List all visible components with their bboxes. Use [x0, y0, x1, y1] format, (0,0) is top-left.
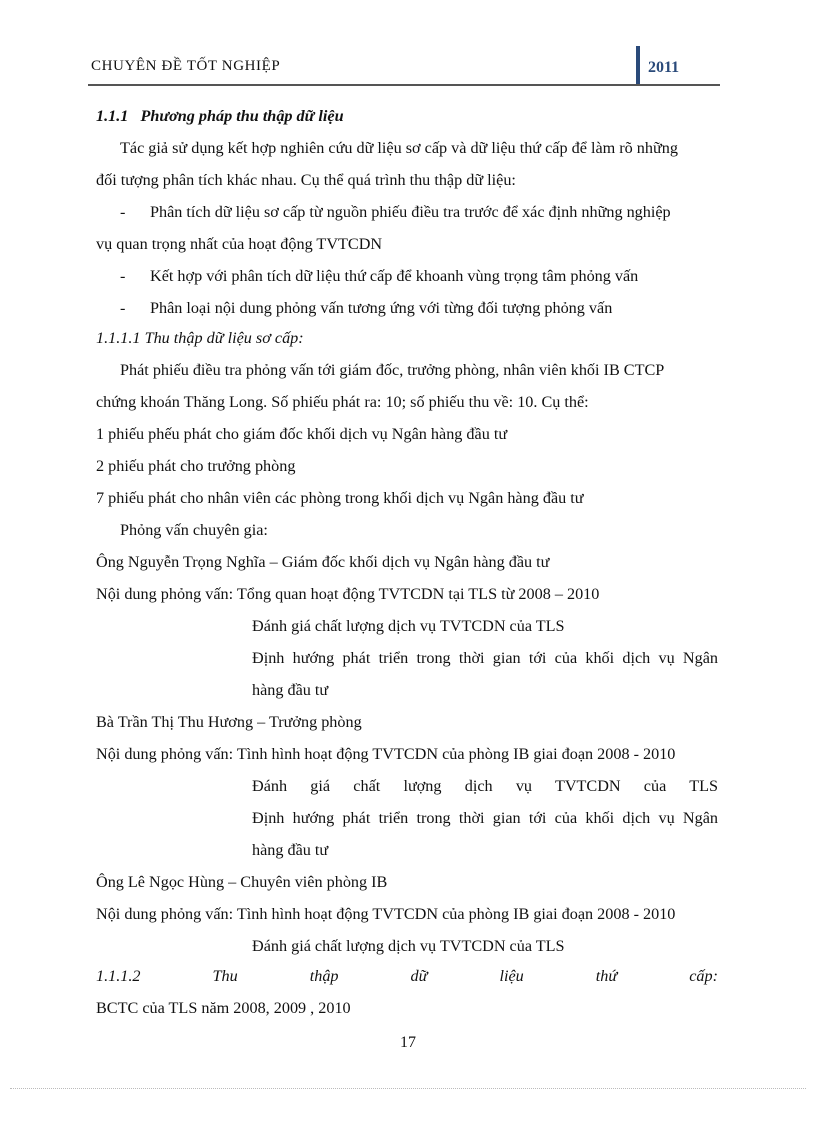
header-title: CHUYÊN ĐỀ TỐT NGHIỆP	[91, 58, 281, 74]
expert-2-name: Bà Trần Thị Thu Hương – Trưởng phòng	[96, 713, 362, 731]
bullet-1	[120, 202, 671, 222]
secondary-heading	[96, 966, 718, 986]
expert-1-content-2: Đánh giá chất lượng dịch vụ TVTCDN của TLS	[252, 617, 565, 635]
expert-2-content-2-text: Đánh giá chất lượng dịch vụ TVTCDN của TLS	[252, 777, 718, 795]
primary-para-line-2: chứng khoán Thăng Long. Số phiếu phát ra: 10; số phiếu thu về: 10. Cụ thể:	[96, 393, 589, 411]
expert-1-content-4: hàng đầu tư	[252, 681, 329, 699]
experts-intro: Phỏng vấn chuyên gia:	[120, 521, 268, 539]
secondary-line-1: BCTC của TLS năm 2008, 2009 , 2010	[96, 999, 351, 1017]
expert-3-content-2: Đánh giá chất lượng dịch vụ TVTCDN của TLS	[252, 937, 565, 955]
primary-heading: 1.1.1.1 Thu thập dữ liệu sơ cấp:	[96, 329, 304, 347]
expert-1-content	[96, 584, 599, 604]
primary-item-3: 7 phiếu phát cho nhân viên các phòng trong khối dịch vụ Ngân hàng đầu tư	[96, 489, 584, 507]
secondary-heading-word: Thu	[212, 967, 238, 985]
expert-1-content-label: Nội dung phỏng vấn:	[96, 585, 237, 603]
primary-item-2: 2 phiếu phát cho trưởng phòng	[96, 457, 296, 475]
expert-1-content-first: Tổng quan hoạt động TVTCDN tại TLS từ 2008 – 2010	[236, 585, 600, 603]
header-year: 2011	[648, 59, 680, 76]
expert-2-content-3-text: Định hướng phát triển trong thời gian tới của khối dịch vụ Ngân	[252, 809, 718, 827]
footer-dotted-rule	[10, 1088, 806, 1089]
secondary-heading-word: thập	[309, 967, 339, 985]
primary-item-1: 1 phiếu phếu phát cho giám đốc khối dịch vụ Ngân hàng đầu tư	[96, 425, 508, 443]
expert-3-content-label: Nội dung phỏng vấn:	[96, 905, 237, 923]
expert-2-content-2	[252, 776, 718, 796]
expert-1-content-3-text: Định hướng phát triển trong thời gian tới của khối dịch vụ Ngân	[252, 649, 718, 667]
expert-2-content-4: hàng đầu tư	[252, 841, 329, 859]
secondary-heading-word: 1.1.1.2	[96, 967, 141, 985]
section-heading-title: Phương pháp thu thập dữ liệu	[140, 107, 344, 125]
bullet-3-text: Phân loại nội dung phỏng vấn tương ứng với từng đối tượng phỏng vấn	[150, 299, 613, 317]
expert-2-content-first: Tình hình hoạt động TVTCDN của phòng IB giai đoạn 2008 - 2010	[236, 745, 676, 763]
section-heading-number: 1.1.1	[96, 107, 129, 125]
secondary-heading-word: dữ	[410, 967, 428, 985]
intro-line-2: đối tượng phân tích khác nhau. Cụ thể quá trình thu thập dữ liệu:	[96, 171, 516, 189]
expert-3-name: Ông Lê Ngọc Hùng – Chuyên viên phòng IB	[96, 873, 388, 891]
bullet-dash: -	[120, 299, 126, 317]
bullet-2-text: Kết hợp với phân tích dữ liệu thứ cấp để khoanh vùng trọng tâm phỏng vấn	[150, 267, 639, 285]
expert-1-name: Ông Nguyễn Trọng Nghĩa – Giám đốc khối dịch vụ Ngân hàng đầu tư	[96, 553, 550, 571]
secondary-heading-word: thứ	[595, 967, 618, 985]
expert-3-content	[96, 904, 675, 924]
bullet-2	[120, 266, 638, 286]
expert-2-content-label: Nội dung phỏng vấn:	[96, 745, 237, 763]
page-number: 17	[400, 1034, 416, 1051]
bullet-3	[120, 298, 612, 318]
section-heading	[96, 106, 344, 126]
expert-2-content-3	[252, 808, 718, 828]
bullet-1-line-2: vụ quan trọng nhất của hoạt động TVTCDN	[96, 235, 383, 253]
secondary-heading-word: cấp:	[689, 967, 718, 985]
bullet-1-text: Phân tích dữ liệu sơ cấp từ nguồn phiếu điều tra trước để xác định những nghiệp	[150, 203, 671, 221]
bullet-dash: -	[120, 203, 126, 221]
expert-2-content	[96, 744, 675, 764]
expert-3-content-first: Tình hình hoạt động TVTCDN của phòng IB giai đoạn 2008 - 2010	[236, 905, 676, 923]
intro-line-1: Tác giả sử dụng kết hợp nghiên cứu dữ liệu sơ cấp và dữ liệu thứ cấp để làm rõ những	[120, 139, 678, 157]
primary-para-line-1: Phát phiếu điều tra phỏng vấn tới giám đốc, trưởng phòng, nhân viên khối IB CTCP	[120, 361, 665, 379]
bullet-dash: -	[120, 267, 126, 285]
secondary-heading-word: liệu	[499, 967, 524, 985]
expert-1-content-3	[252, 648, 718, 668]
